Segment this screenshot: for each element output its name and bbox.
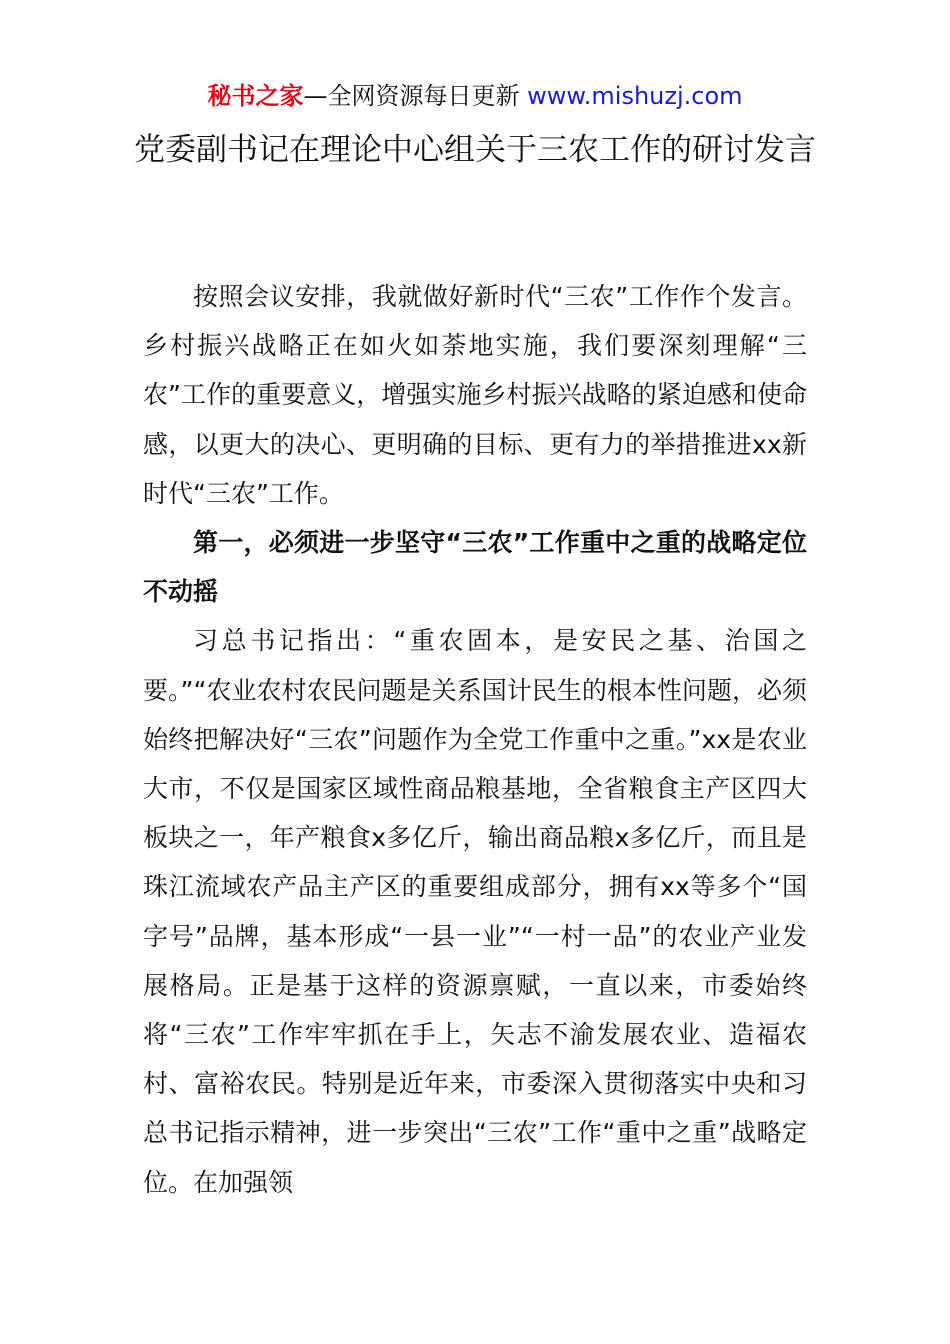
site-tagline: —全网资源每日更新: [303, 82, 528, 110]
site-header: [0, 80, 950, 112]
section-heading: 第一，必须进一步坚守“三农”工作重中之重的战略定位不动摇: [143, 528, 807, 607]
document-title: 党委副书记在理论中心组关于三农工作的研讨发言: [134, 132, 816, 168]
site-url-link[interactable]: www.mishuzj.com: [527, 82, 743, 110]
body-paragraph: 习总书记指出：“重农固本，是安民之基、治国之要。”“农业农村农民问题是关系国计民生的根本性问题，必须始终把解决好“三农”问题作为全党工作重中之重。”xx是农业大市，不仅是国家区域性商品粮基地，全省粮食主产区四大板块之一，年产粮食x多亿斤，输出商品粮x多亿斤，而且是珠江流域农产品主产区的重要组成部分，拥有xx等多个“国字号”品牌，基本形成“一县一业”“一村一品”的农业产业发展格局。正是基于这样的资源禀赋，一直以来，市委始终将“三农”工作牢牢抓在手上，矢志不渝发展农业、造福农村、富裕农民。特别是近年来，市委深入贯彻落实中央和习总书记指示精神，进一步突出“三农”工作“重中之重”战略定位。在加强领: [143, 626, 807, 1197]
site-brand: 秘书之家: [207, 82, 304, 110]
intro-paragraph: 按照会议安排，我就做好新时代“三农”工作作个发言。乡村振兴战略正在如火如荼地实施，我们要深刻理解“三农”工作的重要意义，增强实施乡村振兴战略的紧迫感和使命感，以更大的决心、更明确的目标、更有力的举措推进xx新时代“三农”工作。: [143, 282, 807, 508]
document-body: [143, 272, 807, 1207]
